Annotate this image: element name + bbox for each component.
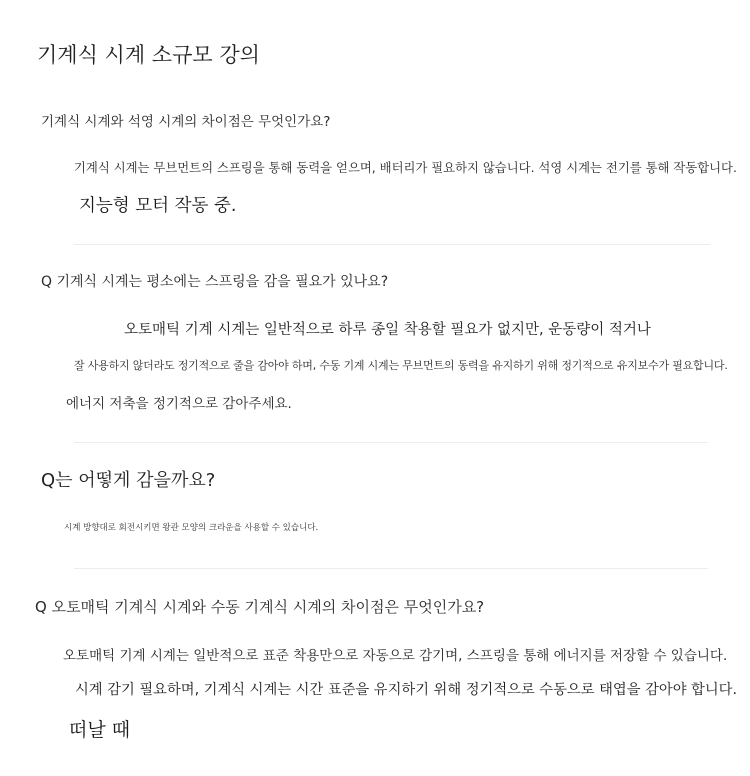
section-divider xyxy=(74,442,708,443)
page-title: 기계식 시계 소규모 강의 xyxy=(37,43,260,67)
question-3: Q는 어떻게 감을까요? xyxy=(41,470,216,491)
section-divider xyxy=(74,244,710,245)
question-2: Q 기계식 시계는 평소에는 스프링을 감을 필요가 있나요? xyxy=(41,274,389,290)
answer-3-line-1: 시계 방향대로 회전시키면 왕관 모양의 크라운을 사용할 수 있습니다. xyxy=(64,523,319,533)
section-divider xyxy=(74,568,708,569)
answer-1-line-2: 지능형 모터 작동 중. xyxy=(79,196,237,216)
answer-4-line-1: 오토매틱 기계 시계는 일반적으로 표준 착용만으로 자동으로 감기며, 스프링을 통해 에너지를 저장할 수 있습니다. xyxy=(63,648,728,664)
answer-2-line-3: 에너지 저축을 정기적으로 감아주세요. xyxy=(66,396,292,412)
question-4: Q 오토매틱 기계식 시계와 수동 기계식 시계의 차이점은 무엇인가요? xyxy=(35,598,485,616)
answer-2-line-2: 잘 사용하지 않더라도 정기적으로 줄을 감아야 하며, 수동 기계 시계는 무브먼트의 동력을 유지하기 위해 정기적으로 유지보수가 필요합니다. xyxy=(74,359,728,372)
question-1: 기계식 시계와 석영 시계의 차이점은 무엇인가요? xyxy=(41,114,331,130)
answer-4-line-3: 떠날 때 xyxy=(69,719,131,741)
answer-4-line-2: 시계 감기 필요하며, 기계식 시계는 시간 표준을 유지하기 위해 정기적으로 수동으로 태엽을 감아야 합니다. xyxy=(75,682,738,698)
answer-1-line-1: 기계식 시계는 무브먼트의 스프링을 통해 동력을 얻으며, 배터리가 필요하지 않습니다. 석영 시계는 전기를 통해 작동합니다. xyxy=(74,161,737,175)
answer-2-line-1: 오토매틱 기계 시계는 일반적으로 하루 종일 착용할 필요가 없지만, 운동량이 적거나 xyxy=(124,322,651,338)
